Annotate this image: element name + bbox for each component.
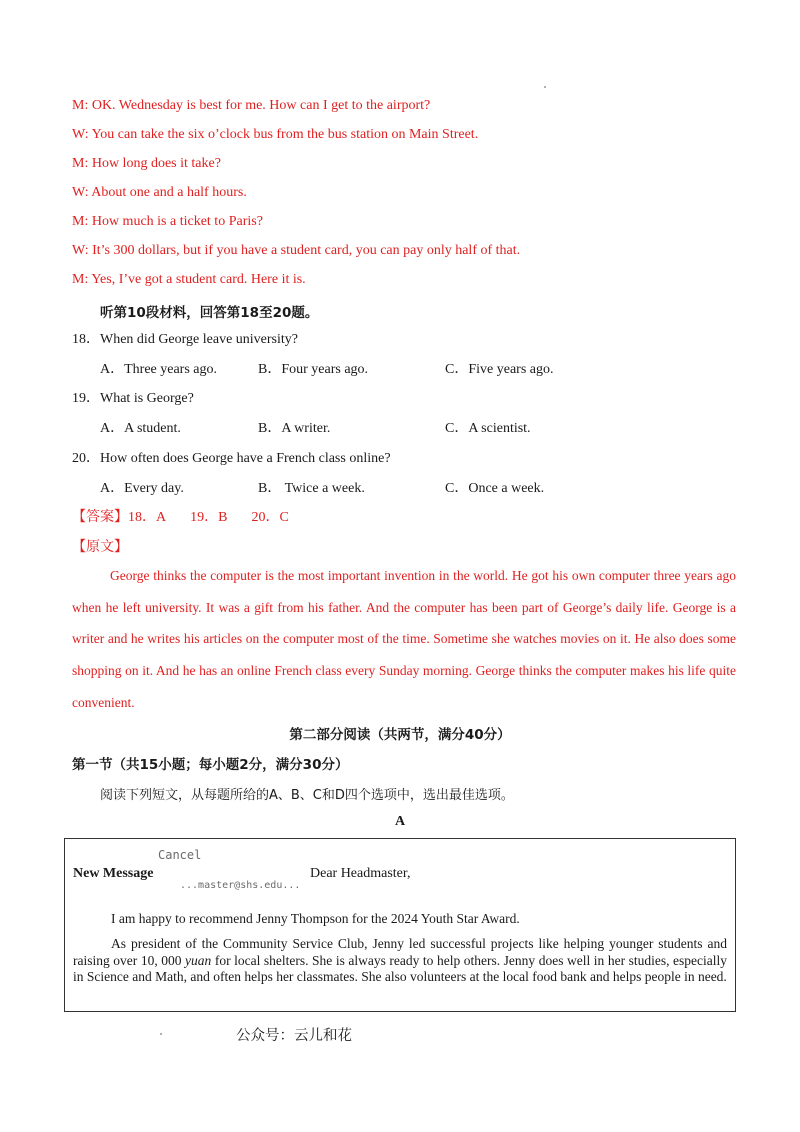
question-18-option-c: C．Five years ago. bbox=[445, 362, 554, 377]
scan-speck bbox=[544, 86, 546, 88]
question-19-stem: 19．What is George? bbox=[72, 391, 194, 406]
message-paragraph-2 bbox=[73, 936, 727, 986]
question-18-stem: 18．When did George leave university? bbox=[72, 332, 299, 347]
original-text: George thinks the computer is the most important invention in the world. He got his own computer three years ago when he left university. It was a gift from his father. And the computer has been part of George’s daily life. George is a writer and he writes his articles on the computer most of the time. Sometime she watches movies on it. He also does some shopping on it. And he has an online French class every Sunday morning. George thinks the computer makes his life quite convenient. bbox=[72, 568, 736, 710]
cancel-button[interactable]: Cancel bbox=[158, 848, 202, 862]
question-19-option-c: C．A scientist. bbox=[445, 421, 531, 436]
dialogue-line-6: W: It’s 300 dollars, but if you have a student card, you can pay only half of that. bbox=[72, 243, 521, 258]
message-paragraph-1: I am happy to recommend Jenny Thompson for the 2024 Youth Star Award. bbox=[111, 911, 520, 926]
question-19-option-a: A．A student. bbox=[100, 421, 181, 436]
scan-speck bbox=[160, 1033, 162, 1035]
question-18-option-a: A．Three years ago. bbox=[100, 362, 218, 377]
answer-19: 19．B bbox=[190, 510, 228, 525]
message-paragraph-2-currency: yuan bbox=[185, 952, 212, 968]
question-20-option-a: A．Every day. bbox=[100, 481, 184, 496]
section-10-heading: 听第10段材料，回答第18至20题。 bbox=[100, 305, 319, 321]
question-20-option-c: C．Once a week. bbox=[445, 481, 545, 496]
message-paragraph-2-b: for local shelters. She is always ready to help others. Jenny does well in her studies, especially in Science and Math, and often helps her classmates. She also volunteers at the local food bank and helps people in need. bbox=[73, 952, 727, 984]
passage-letter: A bbox=[394, 814, 406, 829]
question-20-option-b: B． Twice a week. bbox=[258, 481, 365, 496]
message-box bbox=[64, 838, 736, 1012]
dialogue-line-4: W: About one and a half hours. bbox=[72, 185, 247, 200]
original-label: 【原文】 bbox=[72, 540, 128, 555]
answer-20: 20．C bbox=[251, 510, 289, 525]
dialogue-line-1: M: OK. Wednesday is best for me. How can I get to the airport? bbox=[72, 98, 431, 113]
part-2-heading: 第二部分阅读（共两节，满分40分） bbox=[289, 727, 511, 743]
message-paragraph-2-a: As president of the Community Service Club, Jenny led successful projects like helping younger students and raising over 10, 000 bbox=[73, 936, 727, 968]
message-greeting: Dear Headmaster, bbox=[310, 866, 411, 881]
footer-account: 公众号：云儿和花 bbox=[236, 1028, 352, 1044]
question-18-option-b: B．Four years ago. bbox=[258, 362, 369, 377]
question-20-stem: 20．How often does George have a French class online? bbox=[72, 451, 391, 466]
reading-instruction: 阅读下列短文，从每题所给的A、B、C和D四个选项中，选出最佳选项。 bbox=[100, 788, 514, 803]
section-1-heading: 第一节（共15小题；每小题2分，满分30分） bbox=[72, 757, 349, 773]
dialogue-line-2: W: You can take the six o’clock bus from the bus station on Main Street. bbox=[72, 127, 479, 142]
question-19-option-b: B．A writer. bbox=[258, 421, 331, 436]
answer-18: 18．A bbox=[128, 510, 167, 525]
answer-row bbox=[72, 509, 289, 527]
answer-label: 【答案】 bbox=[72, 510, 128, 525]
message-title: New Message bbox=[73, 866, 154, 881]
dialogue-line-7: M: Yes, I’ve got a student card. Here it is. bbox=[72, 272, 306, 287]
recipient-email: ...master@shs.edu... bbox=[180, 880, 301, 891]
dialogue-line-5: M: How much is a ticket to Paris? bbox=[72, 214, 263, 229]
dialogue-line-3: M: How long does it take? bbox=[72, 156, 221, 171]
